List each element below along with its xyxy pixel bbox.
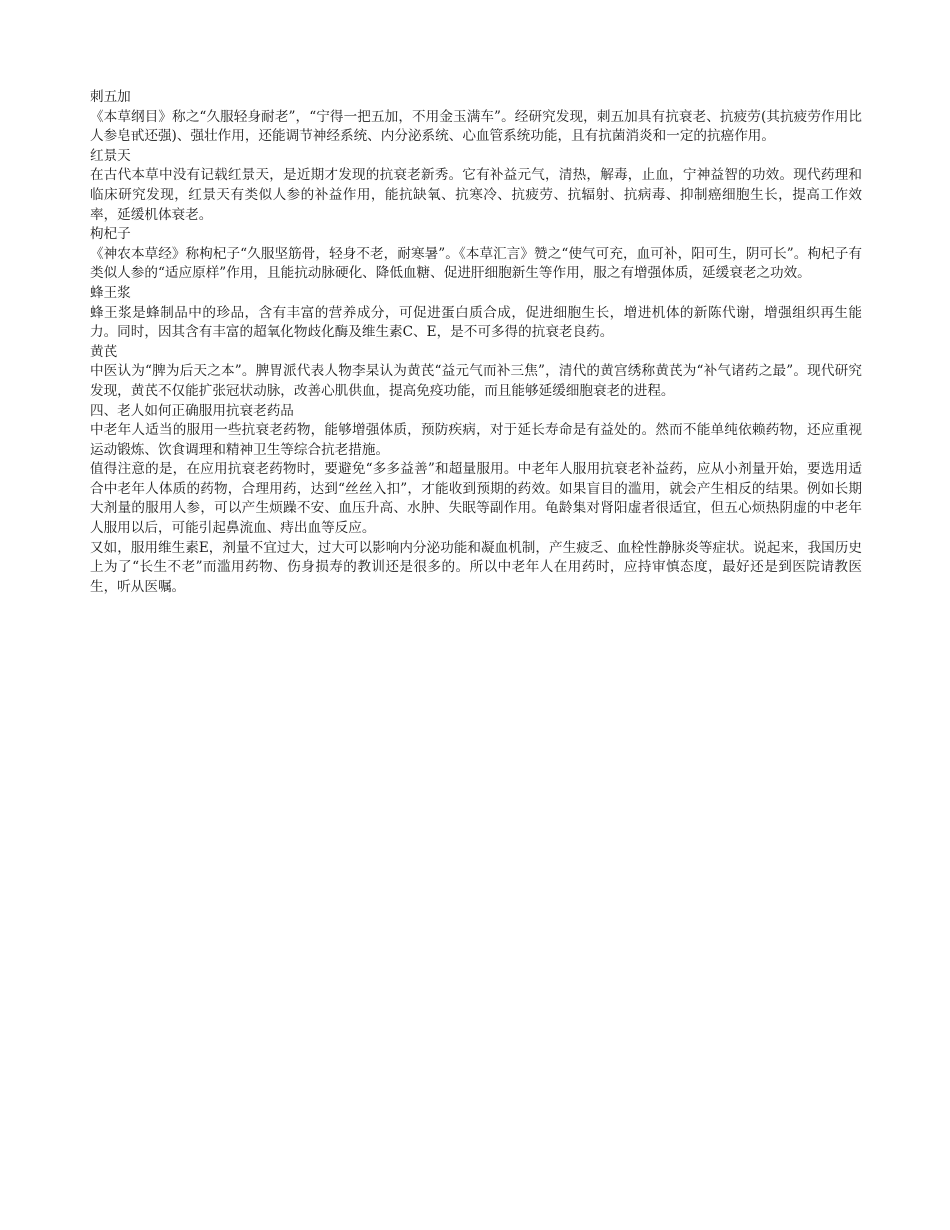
document-body xyxy=(90,88,862,597)
heading-gouqizi: 枸杞子 xyxy=(90,226,131,243)
heading-ciwujia: 刺五加 xyxy=(90,89,131,105)
paragraph-usage-caution: 值得注意的是，在应用抗衰老药物时，要避免“多多益善”和超量服用。中老年人服用抗衰老补益药，应从小剂量开始，要选用适合中老年人体质的药物，合理用药，达到“丝丝入扣”，才能收到预期的药效。如果盲目的滥用，就会产生相反的结果。例如长期大剂量的服用人参，可以产生烦躁不安、血压升高、水肿、失眠等副作用。龟龄集对肾阳虚者很适宜，但五心烦热阴虚的中老年人服用以后，可能引起鼻流血、痔出血等反应。 xyxy=(90,461,862,537)
paragraph-fengwangjiang: 蜂王浆是蜂制品中的珍品，含有丰富的营养成分，可促进蛋白质合成，促进细胞生长，增进机体的新陈代谢，增强组织再生能力。同时，因其含有丰富的超氧化物歧化酶及维生素C、E，是不可多得的抗衰老良药。 xyxy=(90,304,862,341)
heading-fengwangjiang: 蜂王浆 xyxy=(90,284,131,301)
paragraph-usage-intro: 中老年人适当的服用一些抗衰老药物，能够增强体质，预防疾病，对于延长寿命是有益处的。然而不能单纯依赖药物，还应重视运动锻炼、饮食调理和精神卫生等综合抗老措施。 xyxy=(90,422,862,458)
paragraph-gouqizi: 《神农本草经》称枸杞子“久服坚筋骨，轻身不老，耐寒暑”。《本草汇言》赞之“使气可充，血可补，阳可生，阴可长”。枸杞子有类似人参的“适应原样”作用，且能抗动脉硬化、降低血糖、促进肝细胞新生等作用，服之有增强体质，延缓衰老之功效。 xyxy=(90,245,862,282)
heading-hongjingtian: 红景天 xyxy=(90,147,131,164)
paragraph-hongjingtian: 在古代本草中没有记载红景天，是近期才发现的抗衰老新秀。它有补益元气，清热，解毒，止血，宁神益智的功效。现代药理和临床研究发现，红景天有类似人参的补益作用，能抗缺氧、抗寒冷、抗疲劳、抗辐射、抗病毒、抑制癌细胞生长，提高工作效率，延缓机体衰老。 xyxy=(90,167,862,223)
paragraph-usage-vitamin-e: 又如，服用维生素E，剂量不宜过大，过大可以影响内分泌功能和凝血机制，产生疲乏、血栓性静脉炎等症状。说起来，我国历史上为了“长生不老”而滥用药物、伤身损寿的教训还是很多的。所以中老年人在用药时，应持审慎态度，最好还是到医院请教医生，听从医嘱。 xyxy=(90,539,862,595)
heading-huangqi: 黄芪 xyxy=(90,343,118,360)
heading-section-four: 四、老人如何正确服用抗衰老药品 xyxy=(90,402,294,419)
paragraph-huangqi: 中医认为“脾为后天之本”。脾胃派代表人物李杲认为黄芪“益元气而补三焦”，清代的黄宫绣称黄芪为“补气诸药之最”。现代研究发现，黄芪不仅能扩张冠状动脉，改善心肌供血，提高免疫功能，而且能够延缓细胞衰老的进程。 xyxy=(90,363,862,399)
paragraph-ciwujia: 《本草纲目》称之“久服轻身耐老”，“宁得一把五加，不用金玉满车”。经研究发现，刺五加具有抗衰老、抗疲劳(其抗疲劳作用比人参皂甙还强)、强壮作用，还能调节神经系统、内分泌系统、心血管系统功能，且有抗菌消炎和一定的抗癌作用。 xyxy=(90,108,862,145)
